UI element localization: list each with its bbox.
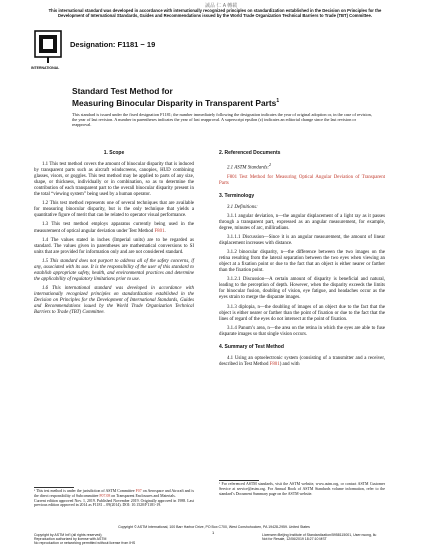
para-4-1-end: ) and with bbox=[279, 361, 300, 367]
license-line-3: No reproduction or networking permitted without license from IHS bbox=[34, 541, 136, 546]
designation: Designation: F1181 − 19 bbox=[70, 40, 156, 49]
watermark-stamp: 誠品 仁 A 轉載 bbox=[205, 3, 238, 9]
footnote-2: ² For referenced ASTM standards, visit the ASTM website, www.astm.org, or contact ASTM Customer Service at service@astm.org. For Annual Book of ASTM Standards volume information, refer to the standard’s Document Summary page on the ASTM website. bbox=[219, 482, 385, 496]
ref-link-f801[interactable]: F801 bbox=[154, 228, 165, 234]
summary-heading: 4. Summary of Test Method bbox=[219, 343, 284, 350]
para-4-1-text: 4.1 Using an optoelectronic system (consisting of a transmitter and a receiver, described in Test Method bbox=[219, 355, 385, 367]
license-line-1: Copyright by ASTM Int'l (all rights reserved); bbox=[34, 533, 103, 537]
footnote-1-part-c: on Transparent Enclosures and Materials. bbox=[110, 493, 176, 498]
para-2-1-sup: 2 bbox=[268, 162, 272, 168]
para-1-4: 1.4 The values stated in inches (Imperial units) are to be regarded as standard. The values given in parentheses are mathematical conversions to SI units that are provided for information only and are not considered standard. bbox=[34, 237, 194, 255]
logo-caption: INTERNATIONAL bbox=[31, 66, 60, 70]
committee-link-f07[interactable]: F07 bbox=[135, 489, 142, 493]
ref-f801-entry bbox=[219, 175, 385, 187]
para-3-1-2-1: 3.1.2.1 Discussion—A certain amount of disparity is beneficial and natural, leading to the perception of depth. However, when the disparity exceeds the limits for binocular fusion, doubling of vision, eye fatigue, and headaches occur as the eyes strain to merge the disparate images. bbox=[219, 277, 385, 301]
footnote-1-part-a: ¹ This test method is under the jurisdiction of ASTM Committee bbox=[34, 489, 136, 493]
ref-link-f801-summary[interactable]: F801 bbox=[269, 361, 280, 367]
subcommittee-link-f0708[interactable]: F07.08 bbox=[99, 493, 111, 498]
title-footnote-marker: 1 bbox=[276, 98, 280, 104]
footnote-rule-left bbox=[34, 487, 74, 488]
ref-link-f801-list[interactable]: F801 bbox=[227, 174, 238, 180]
astm-logo-icon bbox=[34, 30, 62, 64]
licensee-line: Licensee=Beijing Institute of Standardization/5958115001, User=wong, liu bbox=[262, 533, 377, 537]
resale-line: Not for Resale, 12/06/2019 18:27:10 MST bbox=[262, 537, 327, 542]
para-3-1-3: 3.1.3 diplopia, n—the doubling of images of an object due to the fact that the object is either nearer or farther than the point of fixation or due to the fact that the lines of regard of the eyes do not intersect at the point of fixation. bbox=[219, 304, 385, 322]
terminology-heading: 3. Terminology bbox=[219, 192, 255, 199]
footnote-1-text bbox=[34, 489, 194, 499]
para-1-3-end: . bbox=[164, 228, 166, 234]
footnote-1-part-b: on Aerospace and Aircraft and is the direct responsibility of Subcommittee bbox=[34, 489, 194, 498]
para-3-1: 3.1 Definitions: bbox=[227, 204, 258, 210]
issue-note: This standard is issued under the fixed designation F1181; the number immediately following the designation indicates the year of original adoption or, in the case of revision, the year of last revision. A number in parentheses indicates the year of last reapproval. A superscript epsilon (ε) indicates an editorial change since the last revision or reapproval. bbox=[72, 112, 372, 128]
page-number: 1 bbox=[212, 530, 215, 535]
title-line-2-text: Measuring Binocular Disparity in Transparent Parts bbox=[72, 97, 277, 108]
left-column bbox=[34, 150, 194, 319]
footnote-1-edition: Current edition approved Nov. 1, 2019. Published November 2019. Originally approved in 1988. Last previous edition approved in 2014 as F1181 – 09(2014). DOI: 10.1520/F1181-19. bbox=[34, 498, 194, 508]
referenced-documents-heading: 2. Referenced Documents bbox=[219, 150, 281, 156]
para-3-1-1: 3.1.1 angular deviation, n—the angular displacement of a light ray as it passes through a transparent part, expressed as an angular measurement, for example, degree, minutes of arc, milliradians. bbox=[219, 213, 385, 231]
ref-f801-title[interactable]: Test Method for Measuring Optical Angular Deviation of Transparent Parts bbox=[219, 174, 385, 186]
para-1-3-text: 1.3 This test method employs apparatus currently being used in the measurement of optical angular deviation under Test Method bbox=[34, 222, 194, 234]
right-column bbox=[219, 150, 385, 371]
para-1-3 bbox=[34, 222, 194, 234]
license-notice-left bbox=[34, 533, 194, 546]
footnote-rule-right bbox=[219, 480, 259, 481]
para-1-6: 1.6 This international standard was developed in accordance with internationally recognized principles on standardization established in the Decision on Principles for the Development of International Standards, Guides and Recommendations issued by the World Trade Organization Technical Barriers to Trade (TBT) Committee. bbox=[34, 285, 194, 316]
para-1-1: 1.1 This test method covers the amount of binocular disparity that is induced by transparent parts such as aircraft windscreens, canopies, HUD combining glasses, visors, or goggles. This test method may be applied to parts of any size, shape, or thickness, individually or in combination, so as to determine the contribution of each transparent part to the overall binocular disparity present in the total “viewing system” being used by a human operator. bbox=[34, 162, 194, 198]
document-title bbox=[72, 86, 279, 108]
license-notice-right bbox=[262, 533, 402, 541]
para-2-1-text: 2.1 ASTM Standards: bbox=[227, 165, 269, 171]
title-line-2 bbox=[72, 96, 279, 108]
para-2-1 bbox=[219, 162, 385, 172]
footnote-1 bbox=[34, 489, 194, 508]
para-1-2: 1.2 This test method represents one of several techniques that are available for measuring binocular disparity, but is the only technique that yields a quantitative figure of merit that can be related to operator visual performance. bbox=[34, 201, 194, 219]
para-1-5: 1.5 This standard does not purport to address all of the safety concerns, if any, associated with its use. It is the responsibility of the user of this standard to establish appropriate safety, health, and environmental practices and determine the applicability of regulatory limitations prior to use. bbox=[34, 258, 194, 282]
top-note: This international standard was developed in accordance with internationally recognized principles on standardization established in the Decision on Principles for the Development of International Standards, Guides and Recommendations issued by the World Trade Organization Technical Barriers to Trade (TBT) Committee. bbox=[48, 8, 382, 18]
para-3-1-1-1: 3.1.1.1 Discussion—Since it is an angular measurement, the amount of linear displacement increases with distance. bbox=[219, 235, 385, 247]
para-4-1 bbox=[219, 356, 385, 368]
para-3-1-4: 3.1.4 Panum’s area, n—the area on the retina in which the eyes are able to fuse disparate images so that single vision occurs. bbox=[219, 325, 385, 337]
scope-heading: 1. Scope bbox=[103, 150, 125, 156]
para-3-1-2: 3.1.2 binocular disparity, n—the difference between the two images on the retina resulting from the lateral separation between the two eyes when viewing an object at a fixation point or due to the fact that an object is either nearer or farther than the fixation point. bbox=[219, 250, 385, 274]
license-line-2: Reproduction authorized by license with ASTM bbox=[34, 537, 107, 542]
copyright-line: Copyright © ASTM International, 100 Barr Harbor Drive, PO Box C700, West Conshohocken, PA 19428-2959. United States bbox=[118, 525, 310, 529]
title-line-1: Standard Test Method for bbox=[72, 86, 173, 96]
